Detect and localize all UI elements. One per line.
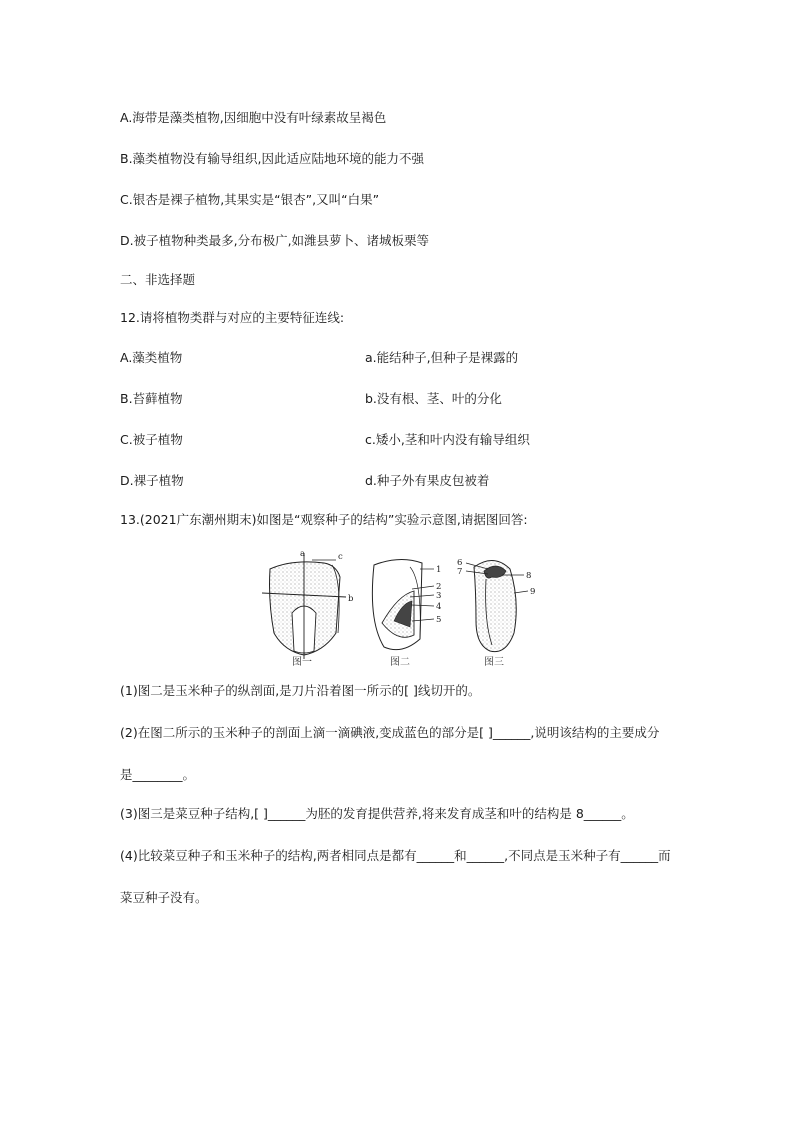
fig2-label: 3: [436, 591, 442, 601]
fig1-label: b: [348, 594, 354, 604]
q13-sub4-cont: 菜豆种子没有。: [120, 890, 208, 905]
fig2-label: 2: [436, 582, 442, 592]
q12-row-left: C.被子植物: [120, 432, 183, 447]
figure-caption: 图一: [292, 657, 312, 668]
fig3-label: 8: [526, 571, 532, 581]
q12-row-left: A.藻类植物: [120, 350, 183, 365]
fig2-label: 5: [436, 615, 442, 625]
fig2-label: 1: [436, 565, 442, 575]
q12-stem: 12.请将植物类群与对应的主要特征连线:: [120, 310, 345, 325]
q13-sub2: (2)在图二所示的玉米种子的剖面上滴一滴碘液,变成蓝色的部分是[ ]______,说明该结构的主要成分: [120, 725, 660, 740]
q12-row: [120, 473, 490, 489]
fig3-label: 9: [530, 587, 536, 597]
q13-sub2-cont: 是________。: [120, 767, 196, 782]
q12-row-left: B.苔藓植物: [120, 391, 183, 406]
q12-row: [120, 350, 519, 366]
figure-2-corn-section: [372, 559, 441, 649]
q13-sub1: (1)图二是玉米种子的纵剖面,是刀片沿着图一所示的[ ]线切开的。: [120, 683, 481, 698]
figure-1-corn-seed: [262, 551, 354, 659]
q12-row-right: c.矮小,茎和叶内没有输导组织: [365, 432, 530, 447]
option-d: D.被子植物种类最多,分布极广,如潍县萝卜、诸城板栗等: [120, 233, 430, 248]
fig1-label: a: [300, 551, 306, 559]
fig3-label: 7: [457, 567, 463, 577]
fig2-label: 4: [436, 602, 442, 612]
figure-caption: 图三: [484, 657, 504, 668]
q12-row: [120, 432, 530, 448]
option-c: C.银杏是裸子植物,其果实是“银杏”,又叫“白果”: [120, 192, 380, 207]
q12-row-left: D.裸子植物: [120, 473, 184, 488]
figure-caption: 图二: [390, 657, 410, 668]
q12-row-right: b.没有根、茎、叶的分化: [365, 391, 502, 406]
q13-stem: 13.(2021广东潮州期末)如图是“观察种子的结构”实验示意图,请据图回答:: [120, 512, 528, 527]
q12-row: [120, 391, 502, 407]
figure-3-bean-seed: [457, 558, 535, 652]
q12-row-right: d.种子外有果皮包被着: [365, 473, 490, 488]
option-a: A.海带是藻类植物,因细胞中没有叶绿素故呈褐色: [120, 110, 387, 125]
q13-sub3: (3)图三是菜豆种子结构,[ ]______为胚的发育提供营养,将来发育成茎和叶的结构是 8______。: [120, 806, 634, 821]
fig3-label: 6: [457, 558, 463, 568]
section-title: 二、非选择题: [120, 272, 196, 287]
q12-row-right: a.能结种子,但种子是裸露的: [365, 350, 519, 365]
seed-structure-figure: [262, 551, 552, 669]
option-b: B.藻类植物没有输导组织,因此适应陆地环境的能力不强: [120, 151, 425, 166]
q13-sub4: (4)比较菜豆种子和玉米种子的结构,两者相同点是都有______和______,不同点是玉米种子有______而: [120, 848, 671, 863]
fig1-label: c: [338, 552, 343, 562]
